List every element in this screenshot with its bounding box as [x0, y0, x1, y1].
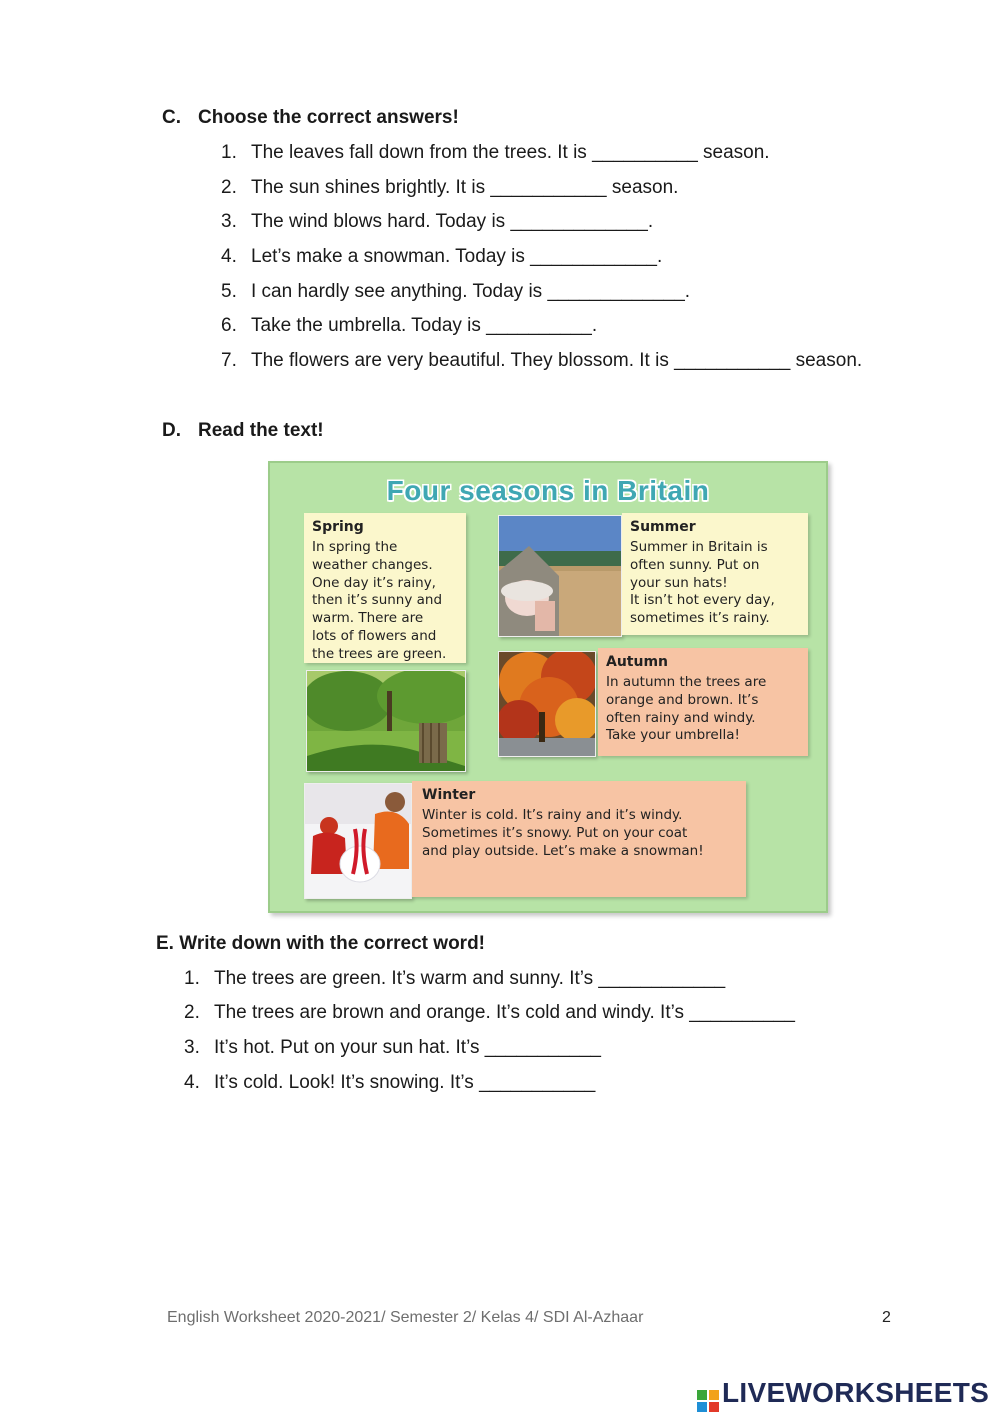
seasons-reading-card: [268, 461, 828, 913]
question-number: 4.: [184, 1072, 200, 1093]
question-item: [221, 350, 862, 372]
winter-note: [412, 781, 746, 897]
question-text: I can hardly see anything. Today is _____________.: [251, 281, 691, 302]
question-item: [184, 1002, 795, 1024]
question-item: [221, 315, 597, 337]
question-item: [184, 1037, 601, 1059]
question-text: The sun shines brightly. It is ___________ season.: [251, 177, 679, 198]
summer-photo: [498, 515, 622, 637]
section-e-heading: E. Write down with the correct word!: [156, 933, 486, 954]
question-item: [221, 281, 690, 303]
question-item: [221, 211, 653, 233]
summer-title: Summer: [630, 519, 696, 535]
question-text: The leaves fall down from the trees. It is __________ season.: [251, 142, 770, 163]
question-number: 1.: [221, 142, 237, 163]
autumn-note: [598, 648, 808, 756]
liveworksheets-logo-icon: [697, 1390, 719, 1412]
section-letter: C.: [162, 107, 181, 128]
winter-title: Winter: [422, 787, 476, 803]
spring-title: Spring: [312, 519, 364, 535]
question-text: It’s cold. Look! It’s snowing. It’s ___________: [214, 1072, 596, 1093]
autumn-photo: [498, 651, 596, 757]
liveworksheets-logo[interactable]: [697, 1377, 989, 1412]
spring-note: [304, 513, 466, 663]
autumn-text: In autumn the trees are orange and brown. It’s often rainy and windy. Take your umbrella!: [606, 674, 767, 744]
question-number: 4.: [221, 246, 237, 267]
section-c-heading: [162, 107, 459, 129]
summer-text: Summer in Britain is often sunny. Put on your sun hats! It isn’t hot every day, sometimes it’s rainy.: [630, 539, 775, 627]
question-text: The flowers are very beautiful. They blossom. It is ___________ season.: [251, 350, 863, 371]
question-item: [221, 246, 662, 268]
section-title: Choose the correct answers!: [198, 107, 459, 128]
page-number: 2: [882, 1309, 891, 1326]
summer-note: [622, 513, 808, 635]
card-title: Four seasons in Britain: [386, 475, 710, 506]
question-number: 3.: [184, 1037, 200, 1058]
question-number: 1.: [184, 968, 200, 989]
autumn-title: Autumn: [606, 654, 669, 670]
section-d-heading: [162, 420, 324, 442]
question-item: [221, 142, 770, 164]
question-item: [221, 177, 678, 199]
question-number: 2.: [221, 177, 237, 198]
section-title: Read the text!: [198, 420, 324, 441]
question-text: The trees are green. It’s warm and sunny. It’s ____________: [214, 968, 726, 989]
section-letter: D.: [162, 420, 181, 441]
question-number: 6.: [221, 315, 237, 336]
question-text: The wind blows hard. Today is _____________.: [251, 211, 654, 232]
winter-text: Winter is cold. It’s rainy and it’s windy. Sometimes it’s snowy. Put on your coat and play outside. Let’s make a snowman!: [422, 807, 704, 859]
question-number: 7.: [221, 350, 237, 371]
footer-text: English Worksheet 2020-2021/ Semester 2/ Kelas 4/ SDI Al-Azhaar: [167, 1309, 644, 1326]
question-text: Let’s make a snowman. Today is ____________.: [251, 246, 663, 267]
spring-photo: [306, 670, 466, 772]
question-item: [184, 968, 725, 990]
question-item: [184, 1072, 595, 1094]
question-text: The trees are brown and orange. It’s cold and windy. It’s __________: [214, 1002, 795, 1023]
question-number: 5.: [221, 281, 237, 302]
winter-photo: [304, 783, 412, 899]
question-number: 2.: [184, 1002, 200, 1023]
brand-name: LIVEWORKSHEETS: [722, 1377, 990, 1408]
spring-text: In spring the weather changes. One day it’s rainy, then it’s sunny and warm. There are lots of flowers and the trees are green.: [312, 539, 447, 662]
question-text: Take the umbrella. Today is __________.: [251, 315, 598, 336]
question-text: It’s hot. Put on your sun hat. It’s ___________: [214, 1037, 601, 1058]
question-number: 3.: [221, 211, 237, 232]
